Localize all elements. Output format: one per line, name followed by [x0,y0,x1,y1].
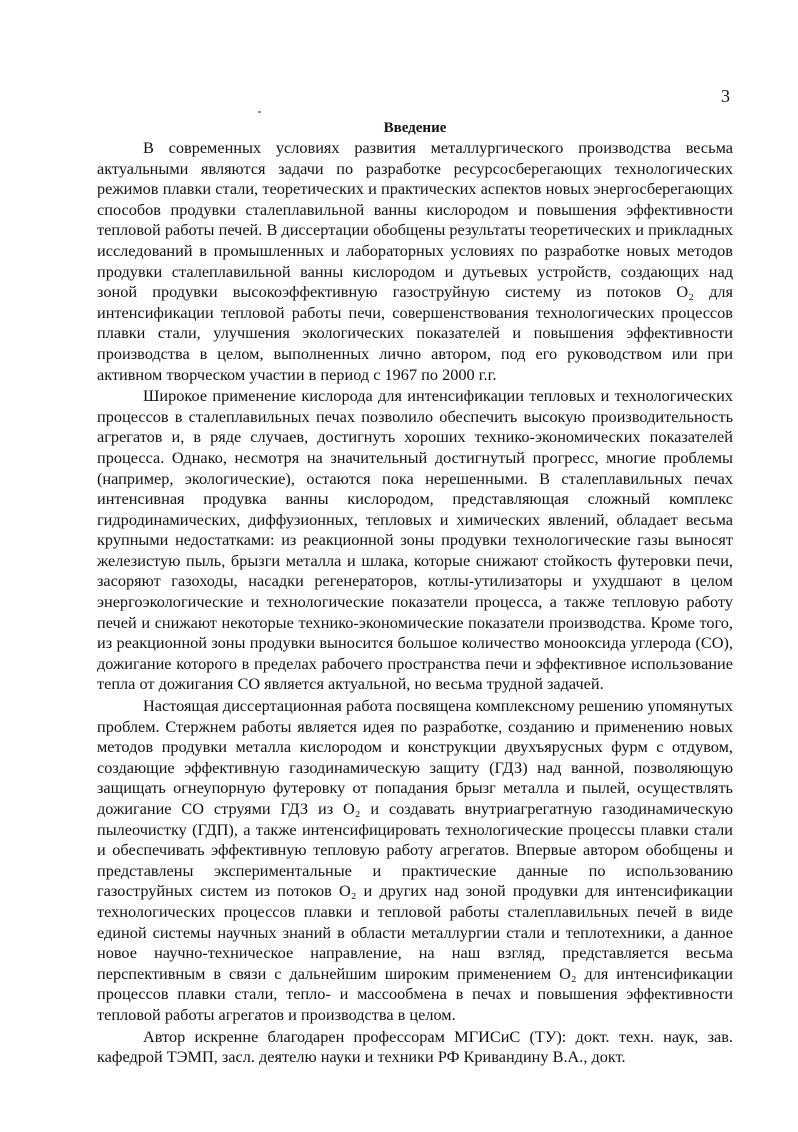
paragraph-dissertation-scope: Настоящая диссертационная работа посвящена комплексному решению упомянутых проблем. Стержнем работы является идея по разработке, созданию и применению новых методов продувки металла кислородом и конструкции двухъярусных фурм с отдувом, создающие эффективную газодинамическую защиту (ГДЗ) над ванной, позволяющую защищать огнеупорную футеровку от попадания брызг металла и пылей, осуществлять дожигание CO струями ГДЗ из O₂ и создавать внутриагрегатную газодинамическую пылеочистку (ГДП), а также интенсифицировать технологические процессы плавки стали и обеспечивать эффективную тепловую работу агрегатов. Впервые автором обобщены и представлены экспериментальные и практические данные по использованию газоструйных систем из потоков O₂ и других над зоной продувки для интенсификации технологических процессов плавки и тепловой работы сталеплавильных печей в виде единой системы научных знаний в области металлургии стали и теплотехники, а данное новое научно-техническое направление, на наш взгляд, представляется весьма перспективным в связи с дальнейшим широким применением O₂ для интенсификации процессов плавки стали, тепло- и массообмена в печах и повышения эффективности тепловой работы агрегатов и производства в целом. [97,696,733,1024]
page-number: 3 [721,86,730,106]
scan-speck [258,111,261,113]
paragraph-acknowledgements: Автор искренне благодарен профессорам МГИСиС (ТУ): докт. техн. наук, зав. кафедрой ТЭМП, засл. деятелю науки и техники РФ Кривандину В.А., докт. [97,1026,733,1067]
section-title: Введение [383,120,447,136]
paragraph-intro: В современных условиях развития металлургического производства весьма актуальными являются задачи по разработке ресурсосберегающих технологических режимов плавки стали, теоретических и практических аспектов новых энергосберегающих способов продувки сталеплавильной ванны кислородом и повышения эффективности тепловой работы печей. В диссертации обобщены результаты теоретических и прикладных исследований в промышленных и лабораторных условиях по разработке новых методов продувки сталеплавильной ванны кислородом и дутьевых устройств, создающих над зоной продувки высокоэффективную газоструйную систему из потоков O₂ для интенсификации тепловой работы печи, совершенствования технологических процессов плавки стали, улучшения экологических показателей и повышения эффективности производства в целом, выполненных лично автором, под его руководством или при активном творческом участии в период с 1967 по 2000 г.г. [97,138,733,384]
body-text [97,138,733,1068]
paragraph-oxygen-usage: Широкое применение кислорода для интенсификации тепловых и технологических процессов в сталеплавильных печах позволило обеспечить высокую производительность агрегатов и, в ряде случаев, достигнуть хороших технико-экономических показателей процесса. Однако, несмотря на значительный достигнутый прогресс, многие проблемы (например, экологические), остаются пока нерешенными. В сталеплавильных печах интенсивная продувка ванны кислородом, представляющая сложный комплекс гидродинамических, диффузионных, тепловых и химических явлений, обладает весьма крупными недостатками: из реакционной зоны продувки технологические газы выносят железистую пыль, брызги металла и шлака, которые снижают стойкость футеровки печи, засоряют газоходы, насадки регенераторов, котлы-утилизаторы и ухудшают в целом энергоэкологические и технологические показатели процесса, а также тепловую работу печей и снижают некоторые технико-экономические показатели производства. Кроме того, из реакционной зоны продувки выносится большое количество монооксида углерода (CO), дожигание которого в пределах рабочего пространства печи и эффективное использование тепла от дожигания CO является актуальной, но весьма трудной задачей. [97,386,733,694]
